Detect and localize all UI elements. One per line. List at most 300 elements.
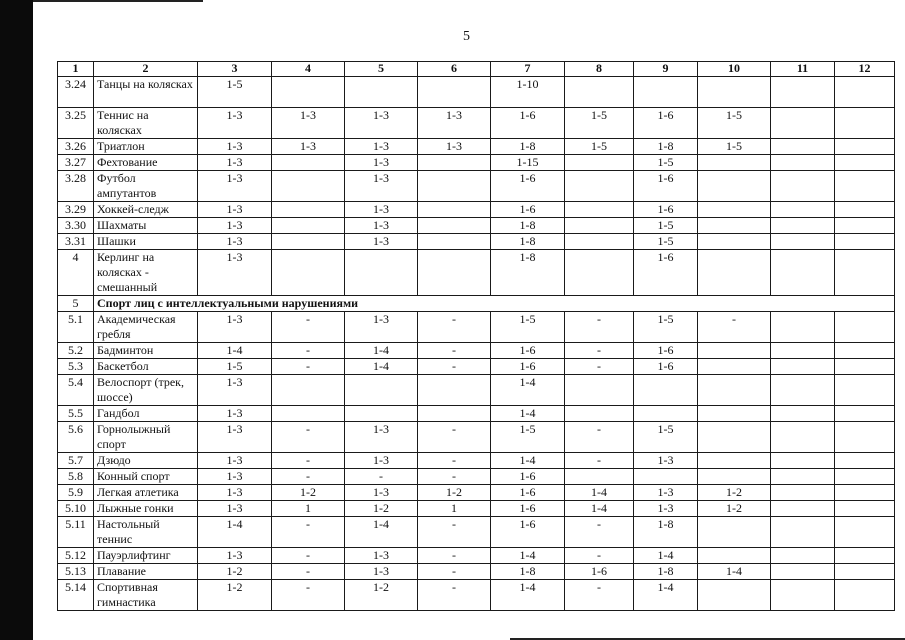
table-cell	[345, 250, 418, 296]
table-cell: 1-3	[634, 453, 698, 469]
table-cell: -	[272, 422, 345, 453]
table-cell: 1-3	[198, 139, 272, 155]
table-cell: -	[565, 453, 634, 469]
table-cell	[565, 406, 634, 422]
table-cell	[771, 155, 835, 171]
table-cell	[272, 77, 345, 108]
sport-name: Теннис на колясках	[94, 108, 198, 139]
table-cell	[565, 202, 634, 218]
table-row	[58, 548, 895, 564]
table-cell: 1-3	[198, 155, 272, 171]
table-cell	[835, 77, 895, 108]
table-cell: 1-8	[634, 517, 698, 548]
table-row	[58, 453, 895, 469]
table-cell: 1-3	[198, 218, 272, 234]
table-cell	[698, 343, 771, 359]
table-row	[58, 77, 895, 108]
table-cell: 1-5	[565, 108, 634, 139]
table-cell	[771, 580, 835, 611]
section-number: 5	[58, 296, 94, 312]
table-cell	[771, 517, 835, 548]
table-row	[58, 501, 895, 517]
table-cell	[698, 580, 771, 611]
table-cell	[771, 564, 835, 580]
table-cell: 1-3	[198, 501, 272, 517]
table-cell: -	[418, 359, 491, 375]
table-cell	[771, 485, 835, 501]
table-cell	[771, 250, 835, 296]
table-cell	[634, 469, 698, 485]
table-cell	[418, 171, 491, 202]
column-header: 11	[771, 62, 835, 77]
table-cell: 1-6	[491, 343, 565, 359]
table-cell: 1-4	[491, 406, 565, 422]
table-row	[58, 422, 895, 453]
table-cell	[835, 580, 895, 611]
table-cell: -	[418, 312, 491, 343]
column-header: 4	[272, 62, 345, 77]
section-title: Спорт лиц с интеллектуальными нарушениями	[94, 296, 895, 312]
table-cell: 1-3	[198, 422, 272, 453]
table-cell: 1-4	[345, 517, 418, 548]
sport-name: Футбол ампутантов	[94, 171, 198, 202]
table-cell: -	[418, 580, 491, 611]
table-cell	[835, 234, 895, 250]
table-cell: 1-3	[345, 564, 418, 580]
table-cell: -	[565, 580, 634, 611]
table-cell	[835, 155, 895, 171]
row-number: 5.2	[58, 343, 94, 359]
table-cell: 1-3	[345, 422, 418, 453]
table-cell: 1-4	[491, 548, 565, 564]
table-cell	[771, 359, 835, 375]
table-cell	[771, 171, 835, 202]
row-number: 5.4	[58, 375, 94, 406]
sport-name: Лыжные гонки	[94, 501, 198, 517]
table-cell	[835, 202, 895, 218]
sport-name: Плавание	[94, 564, 198, 580]
table-cell: 1-4	[491, 453, 565, 469]
table-cell: 1-2	[418, 485, 491, 501]
table-cell: 1-5	[198, 359, 272, 375]
table-cell: 1-3	[198, 171, 272, 202]
table-row	[58, 359, 895, 375]
table-cell	[272, 250, 345, 296]
table-cell: -	[272, 564, 345, 580]
table-cell	[835, 171, 895, 202]
table-cell	[835, 548, 895, 564]
table-cell: 1-5	[634, 312, 698, 343]
sport-name: Гандбол	[94, 406, 198, 422]
table-cell: 1-6	[634, 250, 698, 296]
table-cell	[835, 359, 895, 375]
table-cell: 1	[272, 501, 345, 517]
table-cell: 1-8	[491, 234, 565, 250]
table-cell	[698, 155, 771, 171]
table-cell: -	[418, 517, 491, 548]
table-cell	[272, 155, 345, 171]
column-header: 5	[345, 62, 418, 77]
table-cell: 1-3	[198, 108, 272, 139]
table-cell	[418, 406, 491, 422]
table-cell: 1	[418, 501, 491, 517]
table-cell	[835, 406, 895, 422]
table-cell: 1-3	[345, 108, 418, 139]
table-cell: -	[272, 453, 345, 469]
column-header: 2	[94, 62, 198, 77]
table-cell	[418, 155, 491, 171]
table-row	[58, 580, 895, 611]
table-cell	[771, 218, 835, 234]
table-cell	[771, 202, 835, 218]
table-cell	[698, 453, 771, 469]
table-row	[58, 234, 895, 250]
table-cell	[771, 469, 835, 485]
table-row	[58, 564, 895, 580]
table-cell: -	[272, 312, 345, 343]
table-cell: -	[565, 548, 634, 564]
table-cell: -	[272, 469, 345, 485]
table-cell: 1-6	[491, 359, 565, 375]
table-cell: 1-3	[345, 218, 418, 234]
table-row	[58, 108, 895, 139]
table-cell	[698, 250, 771, 296]
table-cell: 1-4	[565, 501, 634, 517]
table-cell	[698, 218, 771, 234]
row-number: 5.6	[58, 422, 94, 453]
sport-name: Шахматы	[94, 218, 198, 234]
table-cell: 1-4	[565, 485, 634, 501]
table-cell: 1-15	[491, 155, 565, 171]
table-row	[58, 469, 895, 485]
table-cell	[835, 501, 895, 517]
table-cell: 1-5	[698, 108, 771, 139]
table-cell	[565, 234, 634, 250]
table-cell: 1-3	[272, 139, 345, 155]
table-cell	[565, 171, 634, 202]
table-cell	[565, 218, 634, 234]
table-cell: 1-3	[418, 108, 491, 139]
table-cell	[634, 406, 698, 422]
table-cell	[418, 375, 491, 406]
row-number: 3.25	[58, 108, 94, 139]
header-row	[58, 62, 895, 77]
table-cell	[418, 218, 491, 234]
sport-name: Триатлон	[94, 139, 198, 155]
scan-top-edge	[33, 0, 203, 2]
table-cell: 1-8	[634, 564, 698, 580]
table-cell: 1-5	[634, 422, 698, 453]
table-cell	[565, 77, 634, 108]
table-cell	[835, 453, 895, 469]
row-number: 3.27	[58, 155, 94, 171]
table-cell	[835, 517, 895, 548]
row-number: 3.30	[58, 218, 94, 234]
table-cell	[698, 422, 771, 453]
column-header: 1	[58, 62, 94, 77]
row-number: 5.3	[58, 359, 94, 375]
sport-name: Керлинг на колясках - смешанный	[94, 250, 198, 296]
table-cell: 1-3	[198, 312, 272, 343]
table-cell: 1-6	[491, 485, 565, 501]
table-cell	[272, 171, 345, 202]
table-cell	[771, 548, 835, 564]
table-cell: 1-3	[345, 453, 418, 469]
table-cell: 1-3	[272, 108, 345, 139]
table-cell: 1-3	[198, 202, 272, 218]
table-cell: 1-4	[198, 517, 272, 548]
table-cell: 1-6	[634, 343, 698, 359]
table-cell: 1-2	[198, 564, 272, 580]
table-cell	[835, 485, 895, 501]
table-cell: -	[418, 343, 491, 359]
table-cell: 1-3	[418, 139, 491, 155]
table-cell: 1-4	[491, 580, 565, 611]
column-header: 8	[565, 62, 634, 77]
table-cell: -	[272, 343, 345, 359]
table-cell: -	[418, 469, 491, 485]
row-number: 5.12	[58, 548, 94, 564]
table-cell	[698, 517, 771, 548]
table-cell: 1-4	[345, 343, 418, 359]
row-number: 3.31	[58, 234, 94, 250]
table-cell	[698, 77, 771, 108]
table-cell: 1-5	[565, 139, 634, 155]
section-row	[58, 296, 895, 312]
table-cell: -	[345, 469, 418, 485]
sport-name: Пауэрлифтинг	[94, 548, 198, 564]
table-cell	[835, 218, 895, 234]
table-cell: 1-4	[198, 343, 272, 359]
table-cell: -	[565, 312, 634, 343]
table-row	[58, 406, 895, 422]
table-cell	[698, 359, 771, 375]
table-cell	[771, 501, 835, 517]
table-cell	[634, 77, 698, 108]
table-cell	[272, 375, 345, 406]
table-cell	[698, 406, 771, 422]
column-header: 9	[634, 62, 698, 77]
table-cell	[835, 375, 895, 406]
table-row	[58, 171, 895, 202]
table-cell: 1-6	[634, 108, 698, 139]
table-cell: -	[418, 422, 491, 453]
table-cell: 1-3	[345, 548, 418, 564]
table-cell: 1-3	[198, 548, 272, 564]
table-cell: 1-4	[634, 580, 698, 611]
table-cell	[272, 234, 345, 250]
table-cell	[771, 108, 835, 139]
table-cell: 1-2	[698, 501, 771, 517]
sport-name: Академическая гребля	[94, 312, 198, 343]
table-cell	[272, 202, 345, 218]
sport-name: Баскетбол	[94, 359, 198, 375]
table-cell: 1-6	[491, 108, 565, 139]
table-cell: -	[565, 517, 634, 548]
table-cell	[835, 564, 895, 580]
sport-name: Легкая атлетика	[94, 485, 198, 501]
table-cell: 1-2	[272, 485, 345, 501]
table-cell	[771, 234, 835, 250]
sport-name: Дзюдо	[94, 453, 198, 469]
table-cell: 1-4	[698, 564, 771, 580]
table-cell: -	[418, 548, 491, 564]
table-cell	[272, 406, 345, 422]
table-cell: 1-2	[345, 501, 418, 517]
column-header: 10	[698, 62, 771, 77]
table-cell: 1-3	[198, 250, 272, 296]
table-cell: 1-6	[634, 359, 698, 375]
table-cell: 1-3	[345, 171, 418, 202]
row-number: 4	[58, 250, 94, 296]
table-cell: 1-3	[198, 375, 272, 406]
table-cell	[835, 250, 895, 296]
table-cell	[698, 234, 771, 250]
table-cell: 1-5	[491, 312, 565, 343]
table-cell: 1-3	[634, 485, 698, 501]
table-cell	[771, 139, 835, 155]
row-number: 5.9	[58, 485, 94, 501]
table-cell: 1-5	[698, 139, 771, 155]
sport-name: Горнолыжный спорт	[94, 422, 198, 453]
table-cell: 1-4	[345, 359, 418, 375]
table-cell: -	[698, 312, 771, 343]
table-cell: 1-8	[491, 139, 565, 155]
table-cell	[835, 108, 895, 139]
table-cell: 1-6	[634, 202, 698, 218]
table-cell: 1-2	[345, 580, 418, 611]
table-cell: -	[565, 343, 634, 359]
table-cell: 1-3	[634, 501, 698, 517]
row-number: 5.11	[58, 517, 94, 548]
table-cell	[418, 202, 491, 218]
table-cell	[771, 406, 835, 422]
table-row	[58, 517, 895, 548]
table-cell: 1-6	[634, 171, 698, 202]
sport-name: Бадминтон	[94, 343, 198, 359]
table-cell: 1-8	[491, 218, 565, 234]
table-row	[58, 343, 895, 359]
table-cell: 1-3	[198, 485, 272, 501]
table-cell	[565, 375, 634, 406]
table-cell	[418, 77, 491, 108]
table-cell	[698, 375, 771, 406]
table-cell: 1-6	[491, 171, 565, 202]
table-cell: -	[418, 564, 491, 580]
table-cell: 1-3	[198, 406, 272, 422]
table-row	[58, 250, 895, 296]
column-header: 12	[835, 62, 895, 77]
table-cell	[835, 422, 895, 453]
sport-name: Спортивная гимнастика	[94, 580, 198, 611]
column-header: 3	[198, 62, 272, 77]
row-number: 3.24	[58, 77, 94, 108]
table-cell: 1-6	[491, 469, 565, 485]
table-cell: 1-3	[198, 234, 272, 250]
table-cell: 1-3	[198, 469, 272, 485]
table-cell: -	[272, 548, 345, 564]
table-row	[58, 218, 895, 234]
table-cell	[565, 250, 634, 296]
table-cell	[345, 375, 418, 406]
table-cell: 1-5	[634, 234, 698, 250]
table-cell: 1-3	[345, 234, 418, 250]
table-cell: 1-5	[634, 218, 698, 234]
table-cell: 1-4	[491, 375, 565, 406]
table-row	[58, 139, 895, 155]
sport-name: Хоккей-следж	[94, 202, 198, 218]
sport-name: Велоспорт (трек, шоссе)	[94, 375, 198, 406]
table-row	[58, 202, 895, 218]
row-number: 5.1	[58, 312, 94, 343]
table-cell: 1-3	[345, 312, 418, 343]
table-cell	[345, 406, 418, 422]
table-cell: -	[565, 359, 634, 375]
table-cell: 1-3	[345, 485, 418, 501]
sport-name: Фехтование	[94, 155, 198, 171]
row-number: 5.10	[58, 501, 94, 517]
page-number: 5	[463, 29, 470, 44]
table-cell: -	[272, 580, 345, 611]
table-cell: 1-8	[491, 564, 565, 580]
table-cell	[698, 548, 771, 564]
column-header: 6	[418, 62, 491, 77]
table-row	[58, 375, 895, 406]
row-number: 3.26	[58, 139, 94, 155]
table-cell: 1-5	[491, 422, 565, 453]
table-cell	[835, 139, 895, 155]
table-row	[58, 485, 895, 501]
table-cell	[771, 77, 835, 108]
sport-name: Настольный теннис	[94, 517, 198, 548]
table-cell: -	[565, 422, 634, 453]
table-cell	[771, 375, 835, 406]
sport-name: Шашки	[94, 234, 198, 250]
table-cell: 1-3	[345, 155, 418, 171]
table-cell: 1-5	[634, 155, 698, 171]
row-number: 5.5	[58, 406, 94, 422]
table-cell: 1-6	[565, 564, 634, 580]
table-cell	[835, 343, 895, 359]
sport-name: Конный спорт	[94, 469, 198, 485]
table-cell	[771, 343, 835, 359]
table-cell: 1-8	[491, 250, 565, 296]
scan-left-edge	[0, 0, 33, 640]
table-cell: -	[272, 517, 345, 548]
table-cell: -	[418, 453, 491, 469]
column-header: 7	[491, 62, 565, 77]
table-cell: 1-6	[491, 517, 565, 548]
row-number: 5.13	[58, 564, 94, 580]
table-cell	[698, 171, 771, 202]
table-cell	[418, 234, 491, 250]
table-cell: -	[272, 359, 345, 375]
sport-name: Танцы на колясках	[94, 77, 198, 108]
table-cell	[272, 218, 345, 234]
row-number: 5.7	[58, 453, 94, 469]
row-number: 5.14	[58, 580, 94, 611]
table-cell	[698, 202, 771, 218]
table-cell: 1-6	[491, 202, 565, 218]
table-cell: 1-6	[491, 501, 565, 517]
table-cell: 1-3	[198, 453, 272, 469]
table-row	[58, 155, 895, 171]
sports-table	[57, 61, 895, 611]
row-number: 3.28	[58, 171, 94, 202]
table-cell: 1-4	[634, 548, 698, 564]
table-cell	[565, 469, 634, 485]
table-cell	[771, 312, 835, 343]
